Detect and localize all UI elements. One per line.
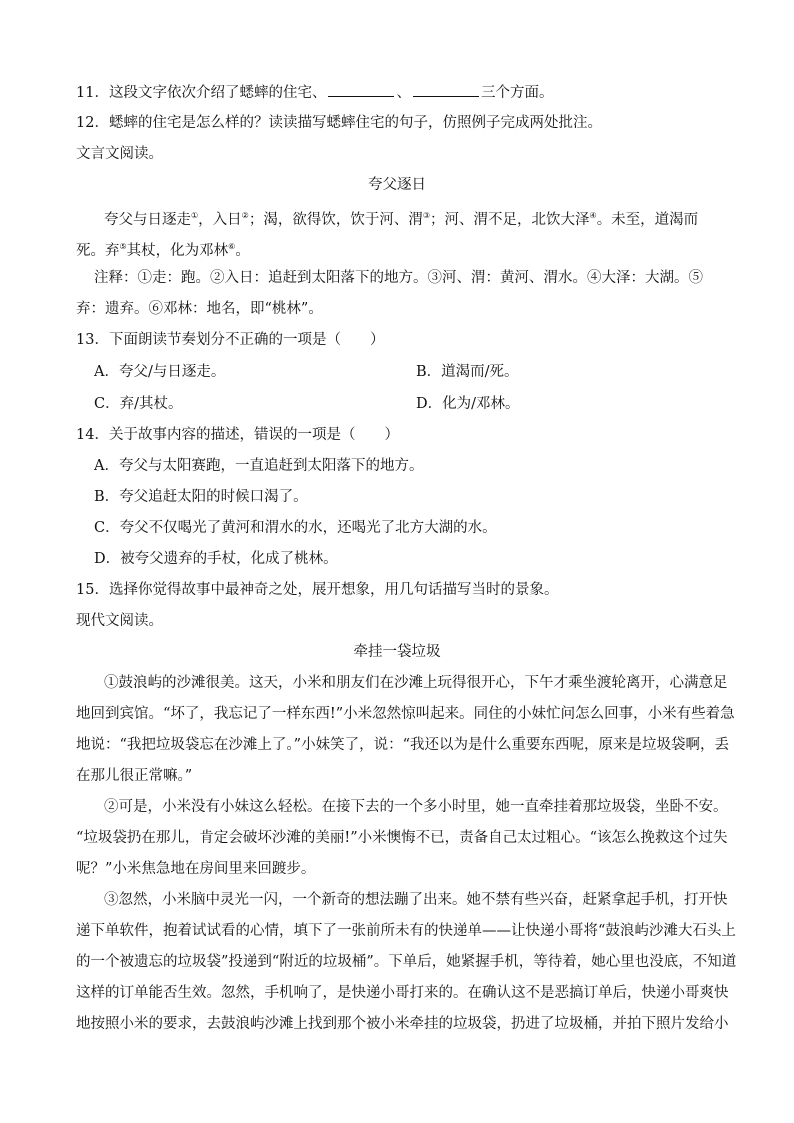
note-marker: ③ <box>422 211 431 220</box>
paragraph-3-line-3: 的一个被遗忘的垃圾袋”投递到“附近的垃圾桶”。下单后，她紧握手机，等待着，她心里也没底，不知道 <box>76 954 737 970</box>
paragraph-1-line-2: 地回到宾馆。“坏了，我忘记了一样东西!”小米忽然惊叫起来。同住的小妹忙问怎么回事，小米有些着急 <box>76 706 735 722</box>
modern-reading-heading: 现代文阅读。 <box>76 613 163 629</box>
classical-title: 夸父逐日 <box>368 177 426 193</box>
text-run: 其杖，化为邓林 <box>126 243 229 259</box>
text-run: ，入日 <box>198 212 242 228</box>
question-15: 15．选择你觉得故事中最神奇之处，展开想象，用几句话描写当时的景象。 <box>76 582 559 598</box>
note-marker: ⑤ <box>119 242 127 251</box>
classical-text-line-2 <box>76 237 250 261</box>
q13-option-a[interactable]: A．夸父/与日逐走。 <box>94 364 226 380</box>
note-marker: ⑥ <box>228 242 236 251</box>
text-run: 。未至，道渴而 <box>596 212 699 228</box>
question-12: 12．蟋蟀的住宅是怎么样的？读读描写蟋蟀住宅的句子，仿照例子完成两处批注。 <box>76 115 602 131</box>
q14-option-a[interactable]: A．夸父与太阳赛跑，一直追赶到太阳落下的地方。 <box>94 458 424 474</box>
question-14: 14．关于故事内容的描述，错误的一项是（ ） <box>76 427 399 443</box>
answer-blank-1[interactable] <box>328 82 394 97</box>
q13-option-d[interactable]: D．化为/邓林。 <box>416 396 520 412</box>
q14-option-c[interactable]: C．夸父不仅喝光了黄河和渭水的水，还喝光了北方大湖的水。 <box>94 520 497 536</box>
text-run: 死。弃 <box>76 243 120 259</box>
text-run: 夸父与日逐走 <box>104 212 191 228</box>
paragraph-3-line-2: 递下单软件，抱着试试看的心情，填下了一张前所未有的快递单——让快递小哥将“鼓浪屿沙滩大石头上 <box>76 923 736 939</box>
notes-line-1: 注释：①走：跑。②入日：追赶到太阳落下的地方。③河、渭：黄河、渭水。④大泽：大湖。⑤ <box>94 270 703 286</box>
paragraph-2-line-1: ②可是，小米没有小妹这么轻松。在接下去的一个多小时里，她一直牵挂着那垃圾袋，坐卧不安。 <box>104 799 728 815</box>
text-run: ；渴，欲得饮，饮于河、渭 <box>248 212 423 228</box>
paragraph-3-line-4: 这样的订单能否生效。忽然，手机响了，是快递小哥打来的。在确认这不是恶搞订单后，快递小哥爽快 <box>76 985 729 1001</box>
paragraph-2-line-3: 呢？”小米焦急地在房间里来回踱步。 <box>76 861 316 877</box>
note-marker: ④ <box>589 211 597 220</box>
q13-option-b[interactable]: B．道渴而/死。 <box>416 364 519 380</box>
answer-blank-2[interactable] <box>413 82 479 97</box>
paragraph-3-line-1: ③忽然，小米脑中灵光一闪，一个新奇的想法蹦了出来。她不禁有些兴奋，赶紧拿起手机，打开快 <box>104 892 728 908</box>
paragraph-2-line-2: “垃圾袋扔在那儿，肯定会破坏沙滩的美丽!”小米懊悔不已，责备自己太过粗心。“该怎么挽救这个过失 <box>76 830 728 846</box>
notes-line-2: 弃：遗弃。⑥邓林：地名，即“桃林”。 <box>76 301 323 317</box>
q11-text-pre: 11．这段文字依次介绍了蟋蟀的住宅、 <box>76 85 327 101</box>
q11-text-mid: 、 <box>396 85 411 101</box>
q11-text-post: 三个方面。 <box>480 85 554 101</box>
classical-reading-heading: 文言文阅读。 <box>76 146 163 162</box>
q14-option-b[interactable]: B．夸父追赶太阳的时候口渴了。 <box>94 489 308 505</box>
paragraph-1-line-4: 在那儿很正常嘛。” <box>76 768 193 784</box>
paragraph-3-line-5: 地按照小米的要求，去鼓浪屿沙滩上找到那个被小米牵挂的垃圾袋，扔进了垃圾桶，并拍下照片发给小 <box>76 1016 729 1032</box>
note-marker: ① <box>191 211 199 220</box>
paragraph-1-line-1: ①鼓浪屿的沙滩很美。这天，小米和朋友们在沙滩上玩得很开心，下午才乘坐渡轮离开，心满意足 <box>104 675 728 691</box>
question-11 <box>76 82 553 103</box>
text-run: ；河、渭不足，北饮大泽 <box>430 212 590 228</box>
classical-text-line-1 <box>104 206 698 230</box>
text-run: 。 <box>235 243 250 259</box>
note-marker: ② <box>241 211 249 220</box>
question-13: 13．下面朗读节奏划分不正确的一项是（ ） <box>76 332 385 348</box>
q13-option-c[interactable]: C．弃/其杖。 <box>94 396 183 412</box>
q14-option-d[interactable]: D．被夸父遗弃的手杖，化成了桃林。 <box>94 551 338 567</box>
modern-title: 牵挂一袋垃圾 <box>353 644 441 660</box>
paragraph-1-line-3: 地说：“我把垃圾袋忘在沙滩上了。”小妹笑了，说：“我还以为是什么重要东西呢，原来是垃圾袋啊，丢 <box>76 737 729 753</box>
